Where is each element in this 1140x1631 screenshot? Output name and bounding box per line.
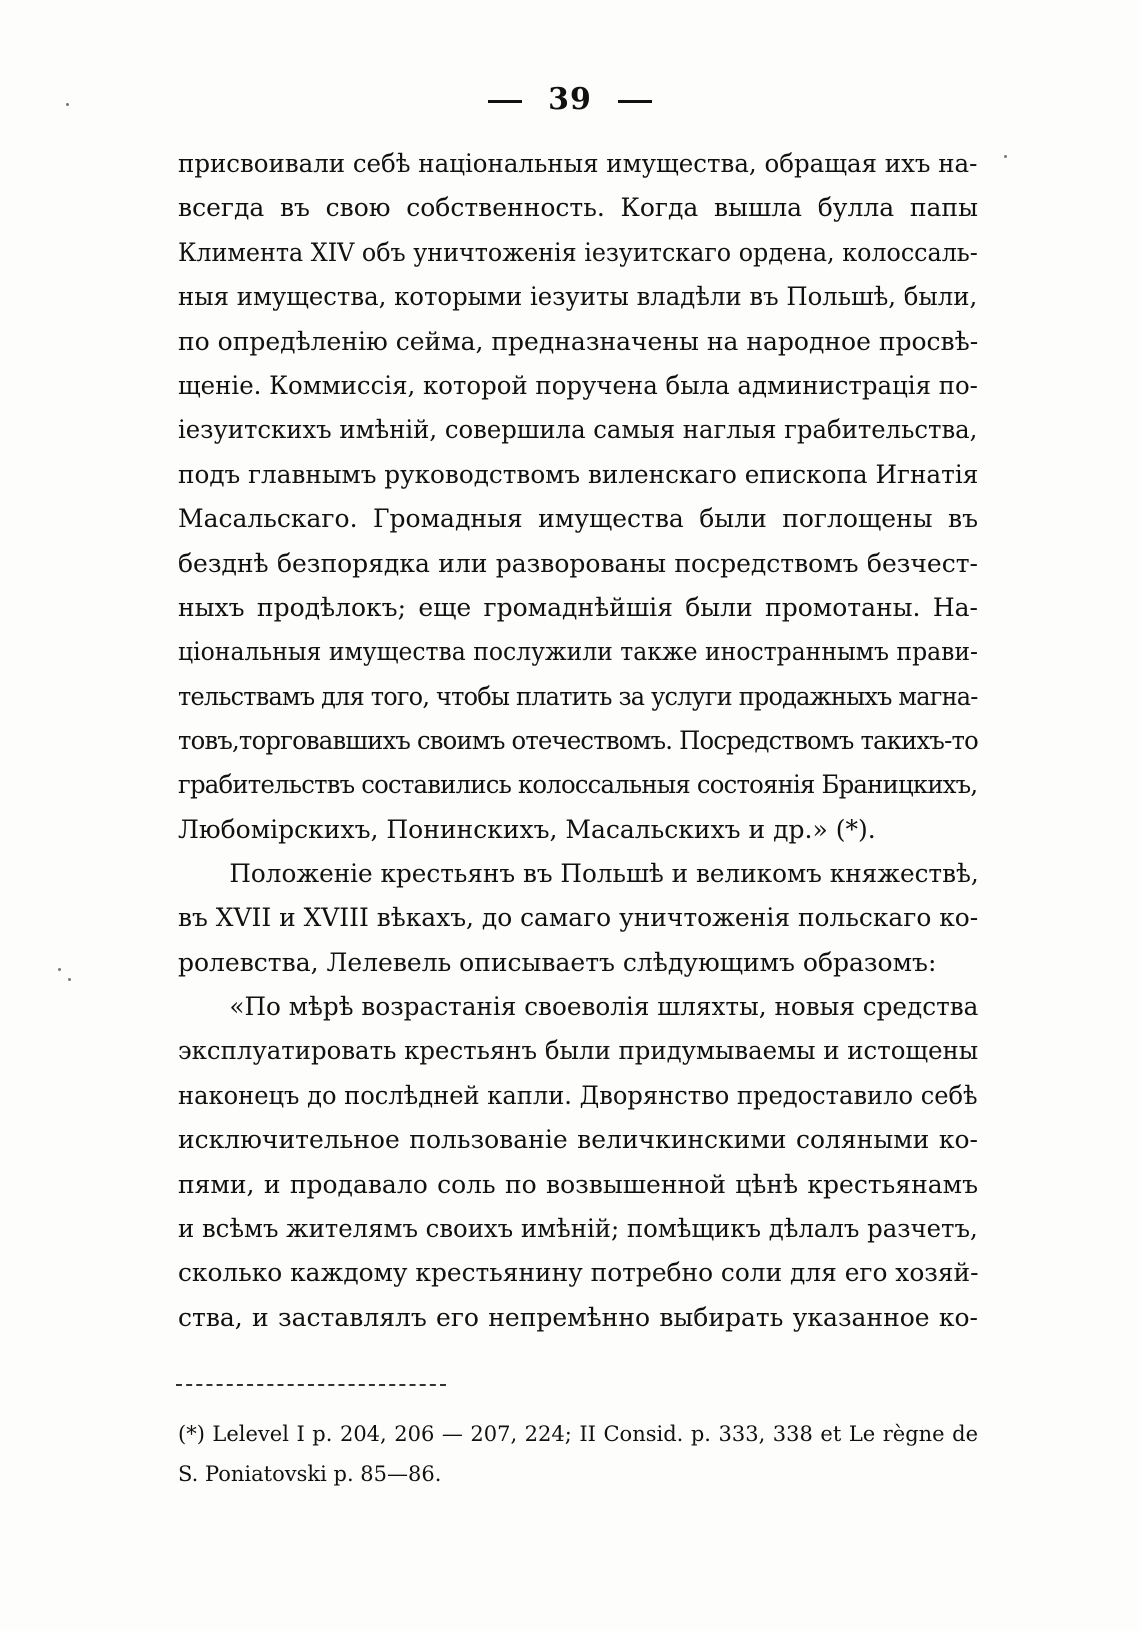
paragraph-1 [178, 142, 978, 852]
text-line: по опредѣленію сейма, предназначены на народное просвѣ- [178, 326, 979, 356]
footnote-divider [176, 1384, 446, 1386]
scan-speck [68, 978, 71, 981]
scan-speck [66, 103, 69, 106]
text-line: іезуитскихъ имѣній, совершила самыя наглыя грабительства, [178, 415, 978, 445]
scan-speck [58, 968, 61, 971]
text-line: сколько каждому крестьянину потребно соли для его хозяй- [178, 1258, 979, 1288]
text-line: ныхъ продѣлокъ; еще громаднѣйшія были промотаны. На- [178, 592, 978, 622]
scan-speck [1004, 155, 1007, 158]
text-line: эксплуатировать крестьянъ были придумываемы и истощены [178, 1036, 979, 1066]
text-line: наконецъ до послѣдней капли. Дворянство предоставило себѣ [178, 1080, 978, 1110]
text-line: ролевства, Лелевель описываетъ слѣдующимъ образомъ: [178, 947, 937, 977]
text-line: исключительное пользованіе величкинскими соляными ко- [178, 1125, 978, 1155]
text-line: ціональныя имущества послужили также иностраннымъ прави- [178, 637, 978, 667]
text-line: «По мѣрѣ возрастанія своеволія шляхты, новыя средства [229, 992, 979, 1021]
text-line: пями, и продавало соль по возвышенной цѣнѣ крестьянамъ [178, 1169, 978, 1199]
footnote-line: (*) Lelevel I p. 204, 206 — 207, 224; II Consid. p. 333, 338 et Le règne de [178, 1422, 978, 1446]
footnote [178, 1414, 978, 1494]
page-number-header [0, 82, 1140, 117]
text-line: ныя имущества, которыми іезуиты владѣли въ Польшѣ, были, [178, 282, 978, 312]
text-line: всегда въ свою собственность. Когда вышла булла папы [178, 193, 978, 223]
text-line: въ XVII и XVIII вѣкахъ, до самаго уничтоженія польскаго ко- [178, 903, 979, 933]
text-line: ства, и заставлялъ его непремѣнно выбирать указанное ко- [178, 1302, 978, 1332]
left-dash [488, 100, 522, 103]
text-line: щеніе. Коммиссія, которой поручена была администрація по- [178, 370, 978, 400]
footnote-line: S. Poniatovski p. 85—86. [178, 1462, 442, 1486]
text-line: подъ главнымъ руководствомъ виленскаго епископа Игнатія [178, 459, 979, 489]
text-line: Положеніе крестьянъ въ Польшѣ и великомъ княжествѣ, [229, 859, 979, 888]
text-line: и всѣмъ жителямъ своихъ имѣній; помѣщикъ дѣлалъ разчетъ, [178, 1213, 978, 1243]
text-line: грабительствъ составились колоссальныя состоянія Браницкихъ, [178, 770, 978, 800]
text-line: Климента XIV объ уничтоженія іезуитскаго ордена, колоссаль- [178, 237, 978, 267]
text-line: Любомірскихъ, Понинскихъ, Масальскихъ и др.» (*). [178, 814, 876, 844]
page-number: 39 [548, 82, 592, 117]
text-line: Масальскаго. Громадныя имущества были поглощены въ [178, 504, 978, 534]
text-line: присвоивали себѣ національныя имущества, обращая ихъ на- [178, 149, 978, 178]
text-line: товъ,торговавшихъ своимъ отечествомъ. Посредствомъ такихъ-то [178, 726, 978, 756]
paragraph-2 [178, 852, 978, 985]
right-dash [618, 100, 652, 103]
text-line: безднѣ безпорядка или разворованы посредствомъ безчест- [178, 548, 978, 578]
text-line: тельствамъ для того, чтобы платить за услуги продажныхъ магна- [178, 681, 978, 711]
paragraph-3-quote [178, 985, 978, 1340]
